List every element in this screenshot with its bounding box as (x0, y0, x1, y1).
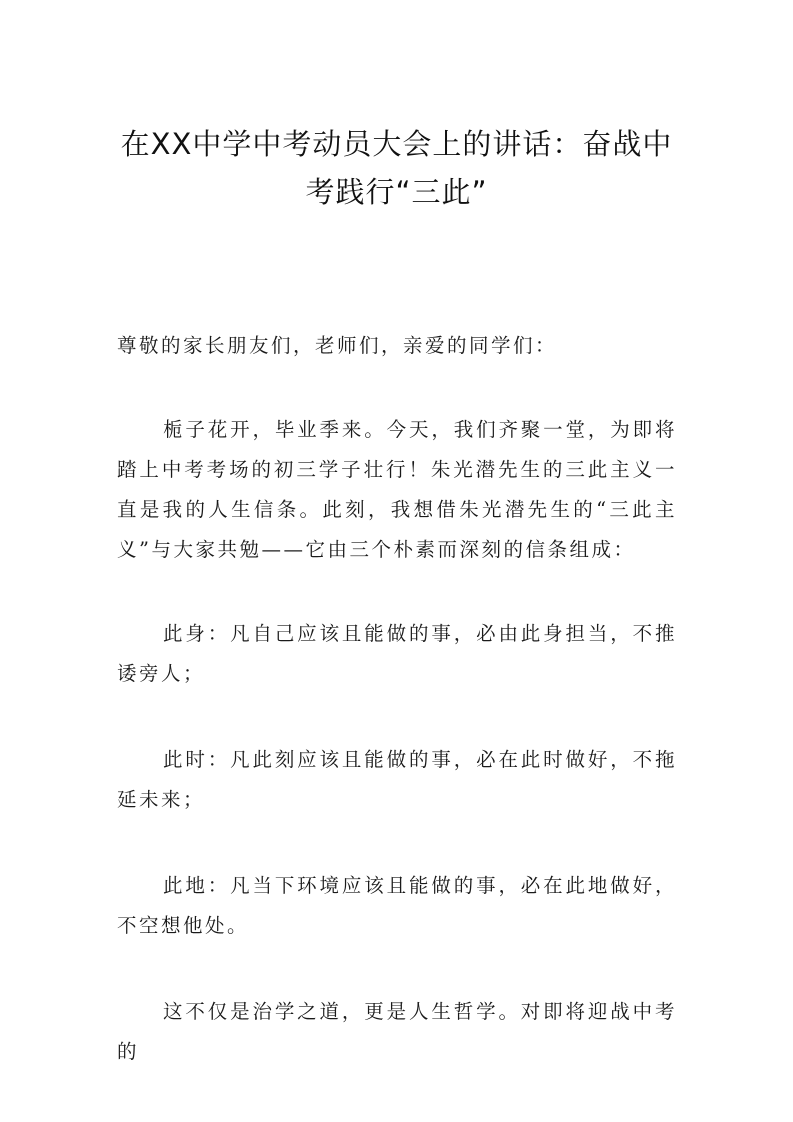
paragraph-this-time: 此时：凡此刻应该且能做的事，必在此时做好，不拖延未来； (117, 748, 677, 811)
document-title-line-2: 考践行“三此” (305, 175, 488, 209)
salutation: 尊敬的家长朋友们，老师们，亲爱的同学们： (117, 334, 558, 357)
paragraph-this-place: 此地：凡当下环境应该且能做的事，必在此地做好，不空想他处。 (117, 874, 677, 937)
document-title-line-1: 在XX中学中考动员大会上的讲话：奋战中 (120, 127, 673, 161)
paragraph-intro: 栀子花开，毕业季来。今天，我们齐聚一堂，为即将踏上中考考场的初三学子壮行！朱光潜先生的三此主义一直是我的人生信条。此刻，我想借朱光潜先生的“三此主义”与大家共勉——它由三个朴素而深刻的信条组成： (117, 418, 677, 561)
paragraph-philosophy: 这不仅是治学之道，更是人生哲学。对即将迎战中考的 (117, 1000, 677, 1063)
paragraph-this-body: 此身：凡自己应该且能做的事，必由此身担当，不推诿旁人； (117, 622, 677, 685)
